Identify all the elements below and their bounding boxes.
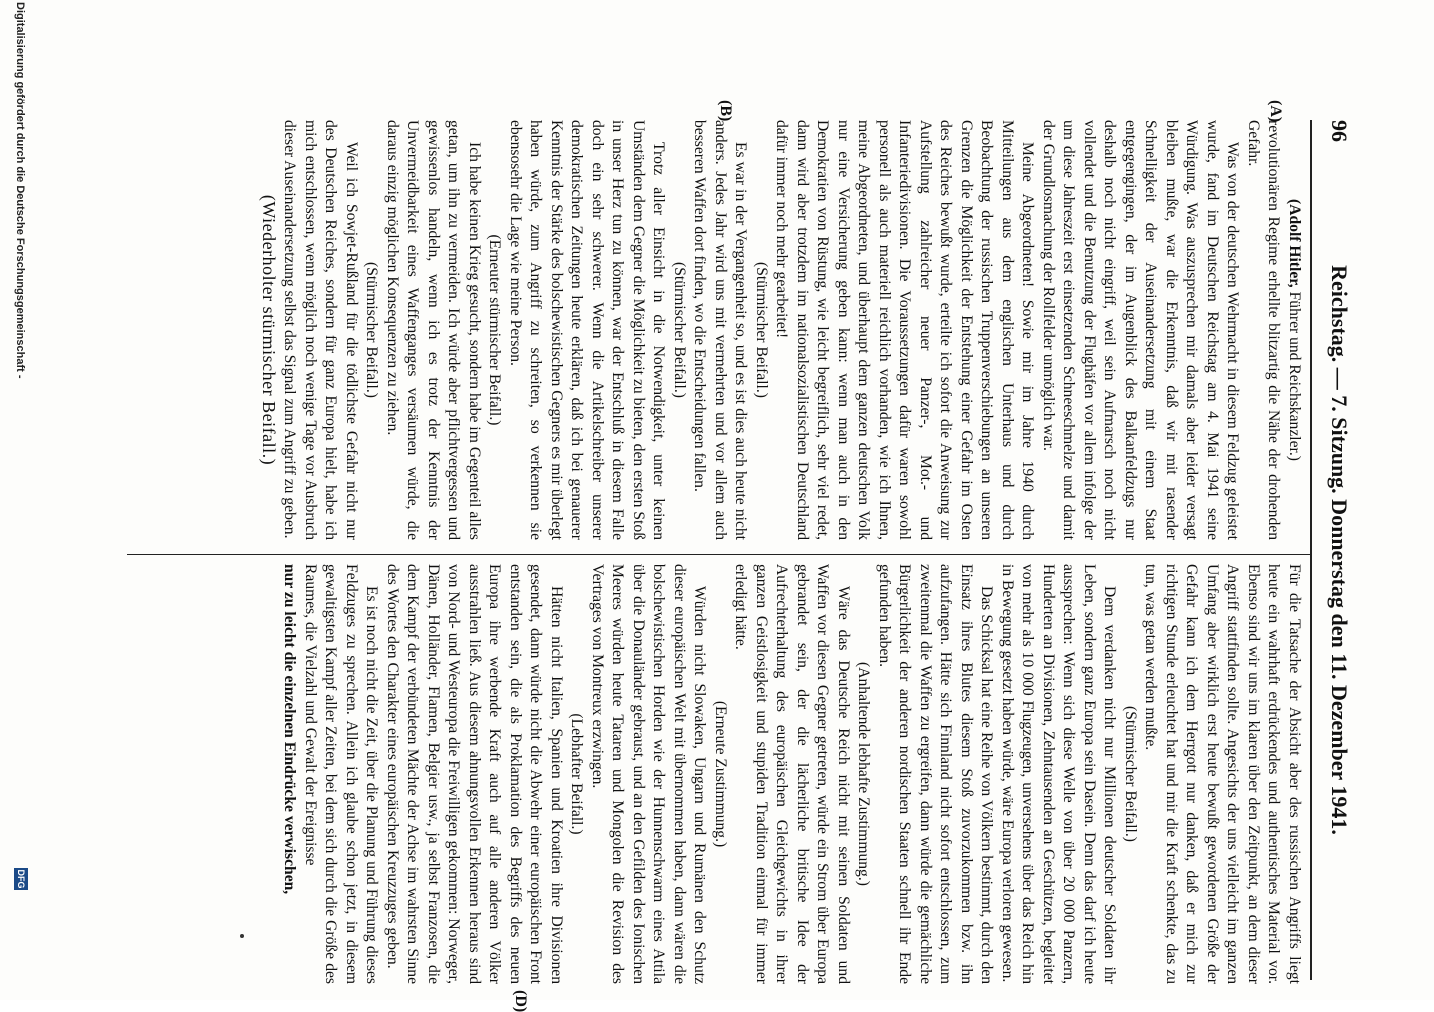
paragraph: Dem verdanken nicht nur Millionen deutscher Soldaten ihr Leben, sondern ganz Europa sein Dasein. Denn das darf ich heute aussprechen: Wenn sich diese Welle von über 20 000 Panzern, Hunderten an Divisionen, Zehntausenden an Geschützen, begleitet von mehr als 10 000 Flugzeugen, unversehens über das Reich hin in Bewegung gesetzt haben würde, wäre Europa verloren gewesen. xyxy=(999,564,1119,984)
speaker-role: Führer und Reichskanzler.) xyxy=(1286,291,1303,461)
paragraph-last-line: nur zu leicht die einzelnen Eindrücke verwischen, xyxy=(281,564,299,895)
applause-note: (Stürmischer Beifall.) xyxy=(753,262,770,398)
header-title: Reichstag. — 7. Sitzung. Donnerstag den 11. Dezember 1941. xyxy=(1327,265,1352,835)
margin-marker-b: (B) xyxy=(717,100,734,122)
paragraph: Weil ich Sowjet-Rußland für die tödlichste Gefahr nicht nur des Deutschen Reiches, sondern für ganz Europa hielt, habe ich mich entschlossen, wenn möglich noch wenige Tage vor Ausbruch dieser Auseinandersetzung selbst das Signal zum Angriff zu geben. xyxy=(281,120,360,540)
applause-note: (Stürmischer Beifall.) xyxy=(363,262,381,398)
applause-note: (Anhaltende lebhafte Zustimmung.) xyxy=(855,662,873,886)
paragraph: Wäre das Deutsche Reich nicht mit seinen Soldaten und Waffen vor diesen Gegner getreten, würde ein Strom über Europa gebrandet sein, der die lächerliche britische Idee der Aufrechterhaltung des europäischen Gleichgewichts in ihrer ganzen Geistlosigkeit und stupiden Tradition einmal für immer erledigt hätte. xyxy=(732,564,852,984)
paragraph: Meine Abgeordneten! Sowie mir im Jahre 1940 durch Mitteilungen aus dem englischen Unterhaus und durch Beobachtung der russischen Truppenverschiebungen an unseren Grenzen die Möglichkeit der Entstehung einer Gefahr im Osten des Reiches bewußt wurde, erteilte ich sofort die Anweisung zur Aufstellung zahlreicher neuer Panzer-, Mot.- und Infanteriedivisionen. Die Voraussetzungen dafür waren sowohl personell als auch materiell reichlich vorhanden, wie ich Ihnen, meine Abgeordneten, und überhaupt dem ganzen deutschen Volk nur eine Versicherung geben kann: wenn man auch in den Demokratien von Rüstung, wie leicht begreiflich, sehr viel redet, dann wird aber trotzdem im nationalsozialistischen Deutschland dafür immer noch mehr gearbeitet! xyxy=(773,120,1037,540)
scan-speck xyxy=(240,934,244,938)
paragraph: Es ist noch nicht die Zeit, über die Planung und Führung dieses Feldzuges zu sprechen. Allein ich glaube schon jetzt, in diesem gewaltigsten Kampf aller Zeiten, bei dem sich durch die Größe des Raumes, die Vielzahl und Gewalt der Ereignisse xyxy=(302,564,381,984)
margin-marker-d: (D) xyxy=(512,990,529,1012)
paragraph: Trotz aller Einsicht in die Notwendigkeit, unter keinen Umständen dem Gegner die Möglichkeit zu bieten, den ersten Stoß in unser Herz tun zu können, war der Entschluß in diesem Falle doch ein sehr schwerer. Wenn die Artikelschreiber unserer demokratischen Zeitungen heute erklären, daß ich bei genauerer Kenntnis der Stärke des bolschewistischen Gegners es mir überlegt haben würde, zum Angriff zu schreiten, so verkennen sie ebensosehr die Lage wie meine Person. xyxy=(507,120,668,540)
page-number: 96 xyxy=(1327,120,1352,142)
applause-note: (Stürmischer Beifall.) xyxy=(671,262,688,398)
column-divider xyxy=(127,554,1312,555)
applause-note: (Erneuter stürmischer Beifall.) xyxy=(486,234,504,426)
speaker-name: (Adolf Hitler, xyxy=(1286,199,1303,288)
page-header xyxy=(1312,120,1352,980)
right-column xyxy=(279,564,1304,984)
applause-note: (Erneute Zustimmung.) xyxy=(712,700,729,848)
left-column xyxy=(259,120,1305,540)
margin-marker-a: (A) xyxy=(1267,100,1284,123)
paragraph: Es war in der Vergangenheit so, und es ist dies auch heute nicht anders. Jedes Jahr wird uns mit vermehrten und vor allem auch besseren Waffen dort finden, wo die Entscheidungen fallen. xyxy=(691,120,750,540)
paragraph: Für die Tatsache der Absicht aber des russischen Angriffs liegt heute ein wahrhaft erdrückendes und authentisches Material vor. Ebenso sind wir uns im klaren über den Zeitpunkt, an dem dieser Angriff stattfinden sollte. Angesichts der uns vielleicht im ganzen Umfang aber wirklich erst heute bewußt gewordenen Größe der Gefahr kann ich dem Herrgott nur danken, daß er mich zur richtigen Stunde erleuchtet hat und mir die Kraft schenkte, das zu tun, was getan werden mußte. xyxy=(1142,564,1303,984)
paragraph: Ich habe keinen Krieg gesucht, sondern habe im Gegenteil alles getan, um ihn zu vermeiden. Ich würde aber pflichtvergessen und gewissenlos handeln, wenn ich es trotz der Kenntnis der Unvermeidbarkeit eines Waffenganges versäumen würde, die daraus einzig möglichen Konsequenzen zu ziehen. xyxy=(384,120,483,540)
paragraph: Das Schicksal hat eine Reihe von Völkern bestimmt, durch den Einsatz ihres Blutes diesem Stoß zuvorzukommen bzw. ihn aufzufangen. Hätte sich Finnland nicht sofort entschlossen, zum zweitenmal die Waffen zu ergreifen, dann würde die gemächliche Bürgerlichkeit der anderen nordischen Staaten schnell ihr Ende gefunden haben. xyxy=(876,564,996,984)
paragraph: revolutionären Regime erhellte blitzartig die Nähe der drohenden Gefahr. xyxy=(1245,120,1283,540)
paragraph: Was von der deutschen Wehrmacht in diesem Feldzug geleistet wurde, fand im Deutschen Reichstag am 4. Mai 1941 seine Würdigung. Was auszusprechen mir damals aber leider versagt bleiben mußte, war die Erkenntnis, daß wir mit rasender Schnelligkeit der Auseinandersetzung mit einem Staat entgegengingen, der im Augenblick des Balkanfeldzugs nur deshalb noch nicht eingriff, weil sein Aufmarsch noch nicht vollendet und die Benutzung der Flughäfen vor allem infolge der um diese Jahreszeit erst einsetzenden Schneeschmelze und damit der Grundlosmachung der Rollfelder unmöglich war. xyxy=(1040,120,1242,540)
paragraph: Würden nicht Slowaken, Ungarn und Rumänen den Schutz dieser europäischen Welt mit übernommen haben, dann wären die bolschewistischen Horden wie der Hunnenschwarm eines Attila über die Donauländer gebraust, und an den Gefilden des Ionischen Meeres würden heute Tataren und Mongolen die Revision des Vertrages von Montreux erzwingen. xyxy=(589,564,709,984)
header-rule xyxy=(1310,120,1312,980)
applause-note: (Stürmischer Beifall.) xyxy=(1122,706,1139,842)
dfg-logo: DFG xyxy=(16,869,26,889)
applause-note: (Lebhafter Beifall.) xyxy=(568,713,586,835)
speaker-line xyxy=(1284,120,1305,540)
paragraph: Hätten nicht Italien, Spanien und Kroatien ihre Divisionen gesendet, dann würde nicht die Abwehr einer europäischen Front entstanden sein, die als Proklamation des Begriffs des neuen Europa ihre werbende Kraft auch auf alle anderen Völker ausstrahlen ließ. Aus diesem ahnungsvollen Erkennen heraus sind von Nord- und Westeuropa die Freiwilligen gekommen: Norweger, Dänen, Holländer, Flamen, Belgier usw., ja selbst Franzosen, die dem Kampf der verbündeten Mächte der Achse im wahrsten Sinne des Wortes den Charakter eines europäischen Kreuzzuges geben. xyxy=(384,564,565,984)
applause-note: (Wiederholter stürmischer Beifall.) xyxy=(259,194,279,466)
digitization-credit: Digitalisierung gefördert durch die Deutsche Forschungsgemeinschaft - xyxy=(14,2,26,379)
